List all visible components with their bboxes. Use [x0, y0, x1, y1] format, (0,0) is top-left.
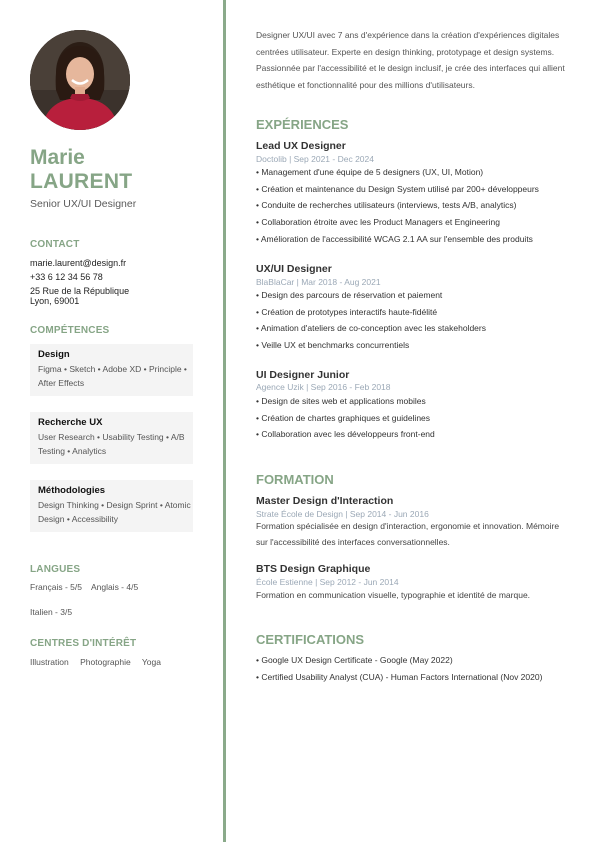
list-item: • Design des parcours de réservation et paiement — [256, 290, 443, 300]
list-item: • Amélioration de l'accessibilité WCAG 2.1 AA sur l'ensemble des produits — [256, 233, 533, 244]
contact-address-line2: Lyon, 69001 — [30, 296, 80, 306]
interests-list — [30, 657, 170, 667]
skills-heading: COMPÉTENCES — [30, 325, 110, 336]
skill-card-items: User Research • Usability Testing • A/B Testing • Analytics — [38, 432, 185, 456]
skill-card-research — [30, 412, 193, 464]
education-heading: FORMATION — [256, 472, 334, 487]
list-item: • Animation d'ateliers de co-conception avec les stakeholders — [256, 323, 486, 334]
list-item: • Google UX Design Certificate - Google (May 2022) — [256, 655, 453, 665]
languages-heading: LANGUES — [30, 564, 81, 575]
job-bullets — [256, 164, 571, 248]
interest-item: Photographie — [80, 657, 131, 667]
list-item: • Management d'une équipe de 5 designers (UX, UI, Motion) — [256, 167, 484, 177]
experience-heading: EXPÉRIENCES — [256, 117, 349, 132]
list-item: • Veille UX et benchmarks concurrentiels — [256, 340, 410, 351]
certifications-heading: CERTIFICATIONS — [256, 632, 365, 647]
education-meta: Strate École de Design | Sep 2014 - Jun 2016 — [256, 509, 429, 519]
job-title: UX/UI Designer — [256, 263, 332, 275]
job-meta: Doctolib | Sep 2021 - Dec 2024 — [256, 154, 374, 164]
languages-line2: Italien - 3/5 — [30, 607, 73, 617]
list-item: • Création de chartes graphiques et guidelines — [256, 412, 431, 423]
contact-phone[interactable]: +33 6 12 34 56 78 — [30, 272, 103, 282]
education-title: Master Design d'Interaction — [256, 495, 394, 507]
column-divider — [223, 0, 226, 842]
education-title: BTS Design Graphique — [256, 563, 371, 575]
skill-card-items: Design Thinking • Design Sprint • Atomic Design • Accessibility — [38, 500, 191, 524]
first-name: Marie — [30, 146, 85, 169]
interests-heading: CENTRES D'INTÉRÊT — [30, 638, 137, 649]
profile-summary: Designer UX/UI avec 7 ans d'expérience dans la création d'expériences digitales centrées utilisateur. Experte en design thinking, prototypage et design systems. Passionnée par l'accessibilité et le design inclusif, je crée des interfaces qui allient esthétique et fonctionnalité pour des millions d'utilisateurs. — [256, 30, 565, 90]
education-desc: Formation spécialisée en design d'interaction, ergonomie et innovation. Mémoire sur l'accessibilité des interfaces conversationnelles. — [256, 521, 560, 547]
skill-card-items: Figma • Sketch • Adobe XD • Principle • After Effects — [38, 364, 187, 388]
list-item: • Création et maintenance du Design System utilisé par 200+ développeurs — [256, 183, 539, 194]
skill-card-design — [30, 344, 193, 396]
list-item: • Collaboration étroite avec les Product Managers et Engineering — [256, 217, 500, 228]
job-meta: Agence Uzik | Sep 2016 - Feb 2018 — [256, 382, 391, 392]
skill-card-title: Recherche UX — [38, 417, 103, 428]
interest-item: Illustration — [30, 657, 69, 667]
profile-photo-icon — [30, 30, 130, 130]
job-bullets — [256, 287, 571, 354]
job-title: Lead UX Designer — [256, 140, 346, 152]
avatar — [30, 30, 130, 130]
last-name: LAURENT — [30, 170, 133, 193]
list-item: • Collaboration avec les développeurs front-end — [256, 429, 435, 440]
job-meta: BlaBlaCar | Mar 2018 - Aug 2021 — [256, 277, 381, 287]
skill-card-methodologies — [30, 480, 193, 532]
job-title: UI Designer Junior — [256, 369, 350, 381]
education-meta: École Estienne | Sep 2012 - Jun 2014 — [256, 577, 399, 587]
contact-email[interactable]: marie.laurent@design.fr — [30, 258, 127, 268]
languages-line1: Français - 5/5 Anglais - 4/5 — [30, 582, 139, 592]
contact-heading: CONTACT — [30, 239, 80, 250]
list-item: • Création de prototypes interactifs haute-fidélité — [256, 306, 438, 317]
contact-address-line1: 25 Rue de la République — [30, 286, 130, 296]
education-desc: Formation en communication visuelle, typographie et identité de marque. — [256, 590, 531, 600]
skill-card-title: Design — [38, 349, 70, 360]
interest-item: Yoga — [141, 657, 161, 667]
list-item: • Conduite de recherches utilisateurs (interviews, tests A/B, analytics) — [256, 200, 517, 211]
list-item: • Certified Usability Analyst (CUA) - Human Factors International (Nov 2020) — [256, 671, 543, 682]
certifications-list — [256, 652, 571, 685]
list-item: • Design de sites web et applications mobiles — [256, 396, 426, 406]
job-bullets — [256, 393, 571, 443]
job-role: Senior UX/UI Designer — [30, 198, 137, 210]
skill-card-title: Méthodologies — [38, 485, 106, 496]
